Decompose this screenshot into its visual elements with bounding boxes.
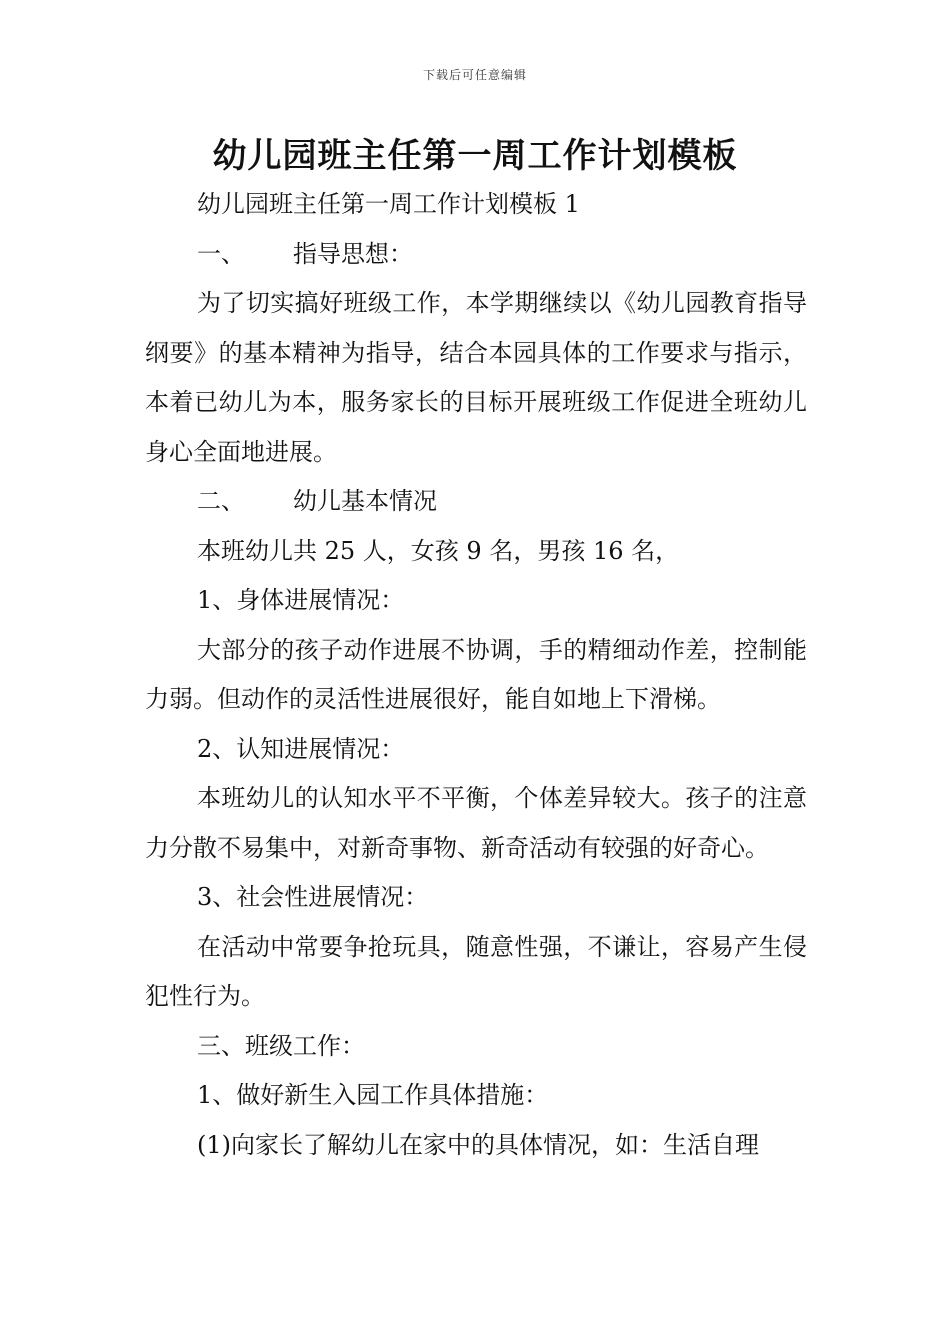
page-header-note: 下载后可任意编辑 [422, 68, 527, 82]
subheading-physical: 1、身体进展情况： [197, 586, 405, 614]
paragraph-class-size: 本班幼儿共 25 人，女孩 9 名，男孩 16 名， [197, 536, 680, 565]
subheading-new-students: 1、做好新生入园工作具体措施： [197, 1081, 549, 1109]
subheading-cognitive: 2、认知进展情况： [197, 734, 405, 763]
paragraph-physical: 大部分的孩子动作进展不协调，手的精细动作差，控制能力弱。但动作的灵活性进展很好，能自如地上下滑梯。 [145, 635, 807, 713]
section-title-2: 幼儿基本情况 [293, 487, 437, 515]
document-title: 幼儿园班主任第一周工作计划模板 [212, 136, 738, 176]
subheading-social: 3、社会性进展情况： [197, 883, 429, 911]
list-item-1: (1)向家长了解幼儿在家中的具体情况，如：生活自理 [197, 1130, 759, 1159]
document-body [145, 180, 807, 1170]
section-heading-3: 三、班级工作： [197, 1031, 365, 1060]
section-number-2: 二、 [197, 487, 245, 515]
paragraph-guiding-ideology: 为了切实搞好班级工作，本学期继续以《幼儿园教育指导纲要》的基本精神为指导，结合本园具体的工作要求与指示，本着已幼儿为本，服务家长的目标开展班级工作促进全班幼儿身心全面地进展。 [145, 289, 807, 466]
paragraph-social: 在活动中常要争抢玩具，随意性强，不谦让，容易产生侵犯性行为。 [145, 932, 807, 1010]
section-heading-2 [145, 477, 807, 527]
document-subtitle: 幼儿园班主任第一周工作计划模板 1 [197, 190, 580, 218]
section-heading-1 [145, 230, 807, 280]
section-number-1: 一、 [197, 239, 245, 268]
paragraph-cognitive: 本班幼儿的认知水平不平衡，个体差异较大。孩子的注意力分散不易集中，对新奇事物、新奇活动有较强的好奇心。 [145, 784, 807, 862]
section-title-1: 指导思想： [293, 239, 413, 268]
